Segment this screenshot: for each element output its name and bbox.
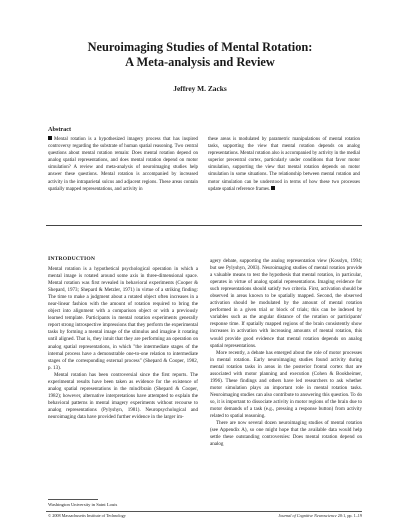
title-line-1: Neuroimaging Studies of Mental Rotation: (87, 40, 313, 54)
journal-citation (278, 513, 362, 518)
abstract-end-square-icon (271, 186, 275, 190)
abstract-right-column (208, 136, 360, 222)
abstract-start-square-icon (48, 136, 52, 140)
abstract-left-column (48, 136, 198, 222)
body-left-column (48, 266, 198, 498)
abstract-box (46, 134, 362, 226)
body-paragraph: Mental rotation has been controversial since the first reports. The experimental results have been taken as evidence for the existence of analog spatial representations in the mind/brain (Shepard & Cooper, 1982); however, alternative interpretations have attempted to explain the behavioral patterns in mental imagery experiments without recourse to analog representations (Pylyshyn, 1981). Neuropsychological and neuroimaging data have provided further evidence in the larger im- (48, 371, 198, 420)
body-paragraph: More recently, a debate has emerged about the role of motor processes in mental rotation. Early neuroimaging studies found activity during mental rotation tasks in areas in the posterior frontal cortex that are associated with motor planning and execution (Cohen & Bookheimer, 1996). These findings and others have led researchers to ask whether motor simulation plays an important role in mental rotation tasks. Neuroimaging studies can also contribute to answering this question. To do so, it is important to dissociate activity in motor regions of the brain due to motor demands of a task (e.g., pressing a response button) from activity related to spatial reasoning. (210, 349, 362, 420)
body-right-column (210, 258, 362, 510)
footer-divider (46, 511, 362, 512)
body-paragraph: There are now several dozen neuroimaging studies of mental rotation (see Appendix A), so one might hope that the available data would help settle these outstanding controversies: Does mental rotation depend on analog (210, 420, 362, 448)
abstract-right-text: these areas is modulated by parametric manipulations of mental rotation tasks, supporting the view that mental rotation depends on analog representations. Mental rotation also is accompanied by activity in the medial superior precentral cortex, particularly under conditions that favor motor simulation, supporting the view that mental rotation depends on motor simulation in some situations. The relationship between mental rotation and motor simulation can be understood in terms of how these two processes update spatial reference frames. (208, 137, 360, 192)
journal-name: Journal of Cognitive Neuroscience (278, 513, 337, 518)
affiliation-footnote: Washington University in Saint Louis (48, 502, 118, 507)
abstract-left-text: Mental rotation is a hypothesized imagery process that has inspired controversy regarding the substrate of human spatial reasoning. Two central questions about mental rotation remain: Does mental rotation depend on analog spatial representations, and does mental rotation depend on motor simulation? A review and meta-analysis of neuroimaging studies help answer these questions. Mental rotation is accompanied by increased activity in the intraparietal sulcus and adjacent regions. These areas contain spatially mapped representations, and activity in (48, 137, 198, 192)
title-line-2: A Meta-analysis and Review (125, 55, 275, 69)
copyright-notice: © 2008 Massachusetts Institute of Technology (48, 513, 126, 518)
abstract-heading: Abstract (48, 126, 72, 133)
body-paragraph: agery debate, supporting the analog representation view (Kosslyn, 1994; but see Pylyshyn, 2003). Neuroimaging studies of mental rotation provide a valuable means to test the hypothesis that mental rotation, in particular, operates in virtue of analog spatial representations. Imaging evidence for such representations should satisfy two criteria. First, activation should be observed in areas known to be spatially mapped. Second, the observed activation should be modulated by the amount of mental rotation performed in a given trial or block of trials; this can be indexed by variables such as the angular distance of the rotation or participants' response time. If spatially mapped regions of the brain consistently show increases in activation with increasing amounts of mental rotation, this would provide good evidence that mental rotation depends on analog spatial representations. (210, 258, 362, 349)
author-name: Jeffrey M. Zacks (173, 84, 227, 93)
section-heading-introduction: INTRODUCTION (48, 256, 96, 262)
volume-pages: 20:1, pp. 1–19 (337, 513, 362, 518)
article-title (0, 40, 400, 70)
body-paragraph: Mental rotation is a hypothetical psychological operation in which a mental image is rotated around some axis in three-dimensional space. Mental rotation was first revealed in behavioral experiments (Cooper & Shepard, 1973; Shepard & Metzler, 1971) in virtue of a striking finding: The time to make a judgment about a rotated object often increases in a near-linear fashion with the amount of rotation required to bring the object into alignment with a comparison object or with a previously learned template. Participants in mental rotation experiments generally report strong introspective impressions that they perform the experimental tasks by forming a mental image of the stimulus and imagine it rotating until aligned. That is, they intuit that they are performing an operation on analog spatial representations, in which "the intermediate stages of the internal process have a demonstrable one-to-one relation to intermediate stages of the corresponding external process" (Shepard & Cooper, 1982, p. 13). (48, 266, 198, 371)
footnote-divider (48, 499, 98, 500)
